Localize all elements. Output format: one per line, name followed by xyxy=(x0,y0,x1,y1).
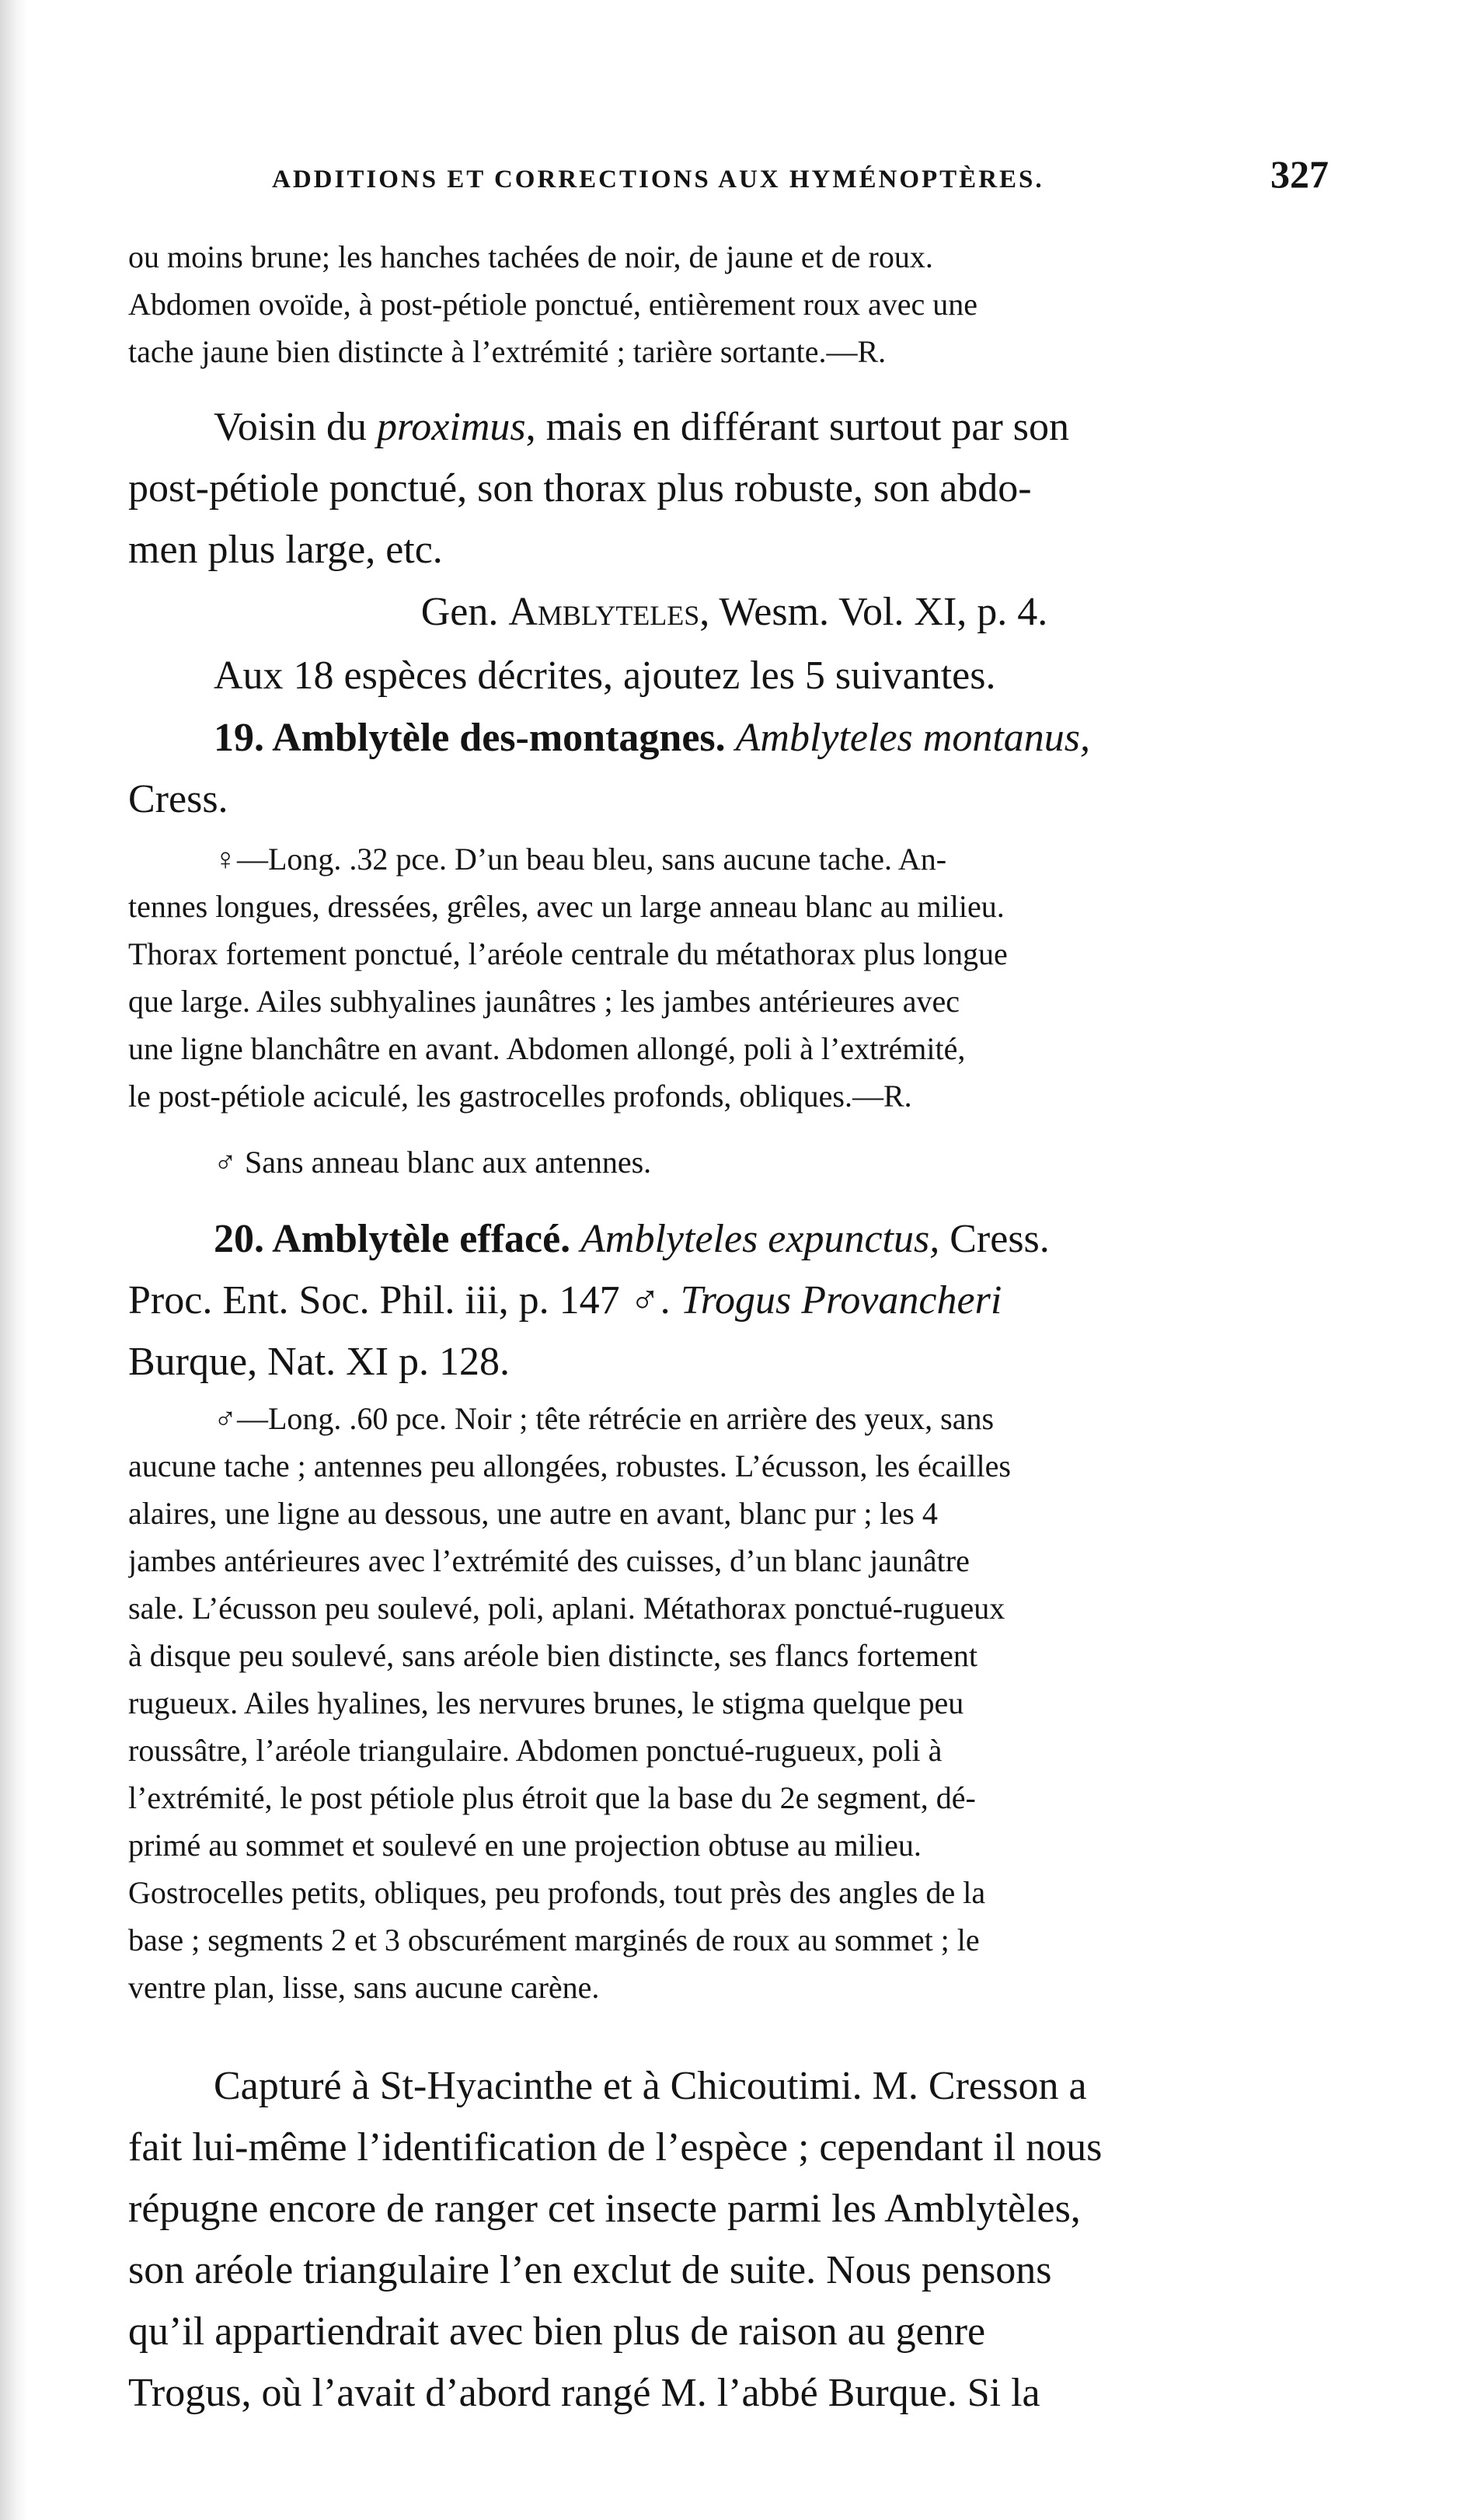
genus-name: Amblyteles, xyxy=(508,590,710,634)
species-20-heading xyxy=(128,1208,1340,1392)
genus-reference: Wesm. Vol. XI, p. 4. xyxy=(719,590,1048,634)
text-line: Thorax fortement ponctué, l’aréole centrale du métathorax plus longue xyxy=(128,936,1008,971)
species-19-author: Cress. xyxy=(128,777,228,821)
text-line: alaires, une ligne au dessous, une autre en avant, blanc pur ; les 4 xyxy=(128,1496,938,1531)
species-20-reference: Proc. Ent. Soc. Phil. iii, p. 147 ♂. xyxy=(128,1278,671,1323)
species-19-latin: Amblyteles montanus, xyxy=(735,716,1091,760)
species-count-intro xyxy=(128,645,1340,706)
text-line: répugne encore de ranger cet insecte parmi les Amblytèles, xyxy=(128,2187,1081,2231)
text-line: primé au sommet et soulevé en une projection obtuse au milieu. xyxy=(128,1828,922,1863)
genus-heading xyxy=(128,581,1340,643)
species-20-reference-cont: Burque, Nat. XI p. 128. xyxy=(128,1340,510,1384)
paragraph-continuation xyxy=(128,233,1340,375)
text-line: men plus large, etc. xyxy=(128,528,443,572)
text-line: Gostrocelles petits, obliques, peu profonds, tout près des angles de la xyxy=(128,1875,986,1910)
text-line: post-pétiole ponctué, son thorax plus robuste, son abdo- xyxy=(128,466,1032,511)
text-line: qu’il appartiendrait avec bien plus de raison au genre xyxy=(128,2309,986,2354)
species-20-description xyxy=(128,1395,1340,2011)
text-line: jambes antérieures avec l’extrémité des cuisses, d’un blanc jaunâtre xyxy=(128,1543,970,1578)
text-line: ventre plan, lisse, sans aucune carène. xyxy=(128,1970,600,2005)
paragraph-comparison xyxy=(128,396,1340,580)
species-19-description xyxy=(128,835,1340,1120)
species-20-synonym: Trogus Provancheri xyxy=(680,1278,1002,1323)
species-20-author: Cress. xyxy=(950,1217,1050,1261)
text-line: aucune tache ; antennes peu allongées, robustes. L’écusson, les écailles xyxy=(128,1448,1011,1483)
text-line: Aux 18 espèces décrites, ajoutez les 5 suivantes. xyxy=(214,654,996,698)
page-edge-shadow xyxy=(0,0,28,2520)
text-line: ou moins brune; les hanches tachées de noir, de jaune et de roux. xyxy=(128,239,933,274)
text-line: base ; segments 2 et 3 obscurément marginés de roux au sommet ; le xyxy=(128,1922,980,1957)
genus-prefix: Gen. xyxy=(420,590,499,634)
text-line: fait lui-même l’identification de l’espèce ; cependant il nous xyxy=(128,2125,1103,2170)
text-line: l’extrémité, le post pétiole plus étroit que la base du 2e segment, dé- xyxy=(128,1780,976,1815)
species-19-title: 19. Amblytèle des-montagnes. xyxy=(214,716,726,760)
paragraph-capture-notes xyxy=(128,2055,1340,2424)
text-line: rugueux. Ailes hyalines, les nervures brunes, le stigma quelque peu xyxy=(128,1685,964,1720)
text-line: son aréole triangulaire l’en exclut de suite. Nous pensons xyxy=(128,2248,1052,2292)
species-20-latin: Amblyteles expunctus, xyxy=(580,1217,940,1261)
text-line: Capturé à St-Hyacinthe et à Chicoutimi. M. Cresson a xyxy=(214,2064,1087,2108)
species-19-male-note xyxy=(128,1138,1340,1186)
text-line: ♂—Long. .60 pce. Noir ; tête rétrécie en arrière des yeux, sans xyxy=(214,1401,995,1436)
species-20-title: 20. Amblytèle effacé. xyxy=(214,1217,571,1261)
text-line: à disque peu soulevé, sans aréole bien distincte, ses flancs fortement xyxy=(128,1638,977,1673)
text-line: Abdomen ovoïde, à post-pétiole ponctué, entièrement roux avec une xyxy=(128,287,977,322)
text-line: tennes longues, dressées, grêles, avec un large anneau blanc au milieu. xyxy=(128,889,1005,924)
text-line: ♀—Long. .32 pce. D’un beau bleu, sans aucune tache. An- xyxy=(214,842,947,877)
running-head xyxy=(272,152,1360,206)
text-line: que large. Ailes subhyalines jaunâtres ; les jambes antérieures avec xyxy=(128,984,960,1019)
text-line: ♂ Sans anneau blanc aux antennes. xyxy=(214,1145,652,1180)
text-line: Voisin du proximus, mais en différant surtout par son xyxy=(214,405,1070,449)
species-19-heading xyxy=(128,707,1340,830)
page-number: 327 xyxy=(1270,152,1329,196)
text-line: une ligne blanchâtre en avant. Abdomen allongé, poli à l’extrémité, xyxy=(128,1031,966,1066)
text-line: sale. L’écusson peu soulevé, poli, aplani. Métathorax ponctué-rugueux xyxy=(128,1591,1005,1626)
running-head-title: ADDITIONS ET CORRECTIONS AUX HYMÉNOPTÈRES. xyxy=(272,166,1044,193)
text-line: Trogus, où l’avait d’abord rangé M. l’abbé Burque. Si la xyxy=(128,2371,1040,2415)
text-line: le post-pétiole aciculé, les gastrocelles profonds, obliques.—R. xyxy=(128,1079,912,1114)
text-line: tache jaune bien distincte à l’extrémité ; tarière sortante.—R. xyxy=(128,334,887,369)
text-line: roussâtre, l’aréole triangulaire. Abdomen ponctué-rugueux, poli à xyxy=(128,1733,943,1768)
